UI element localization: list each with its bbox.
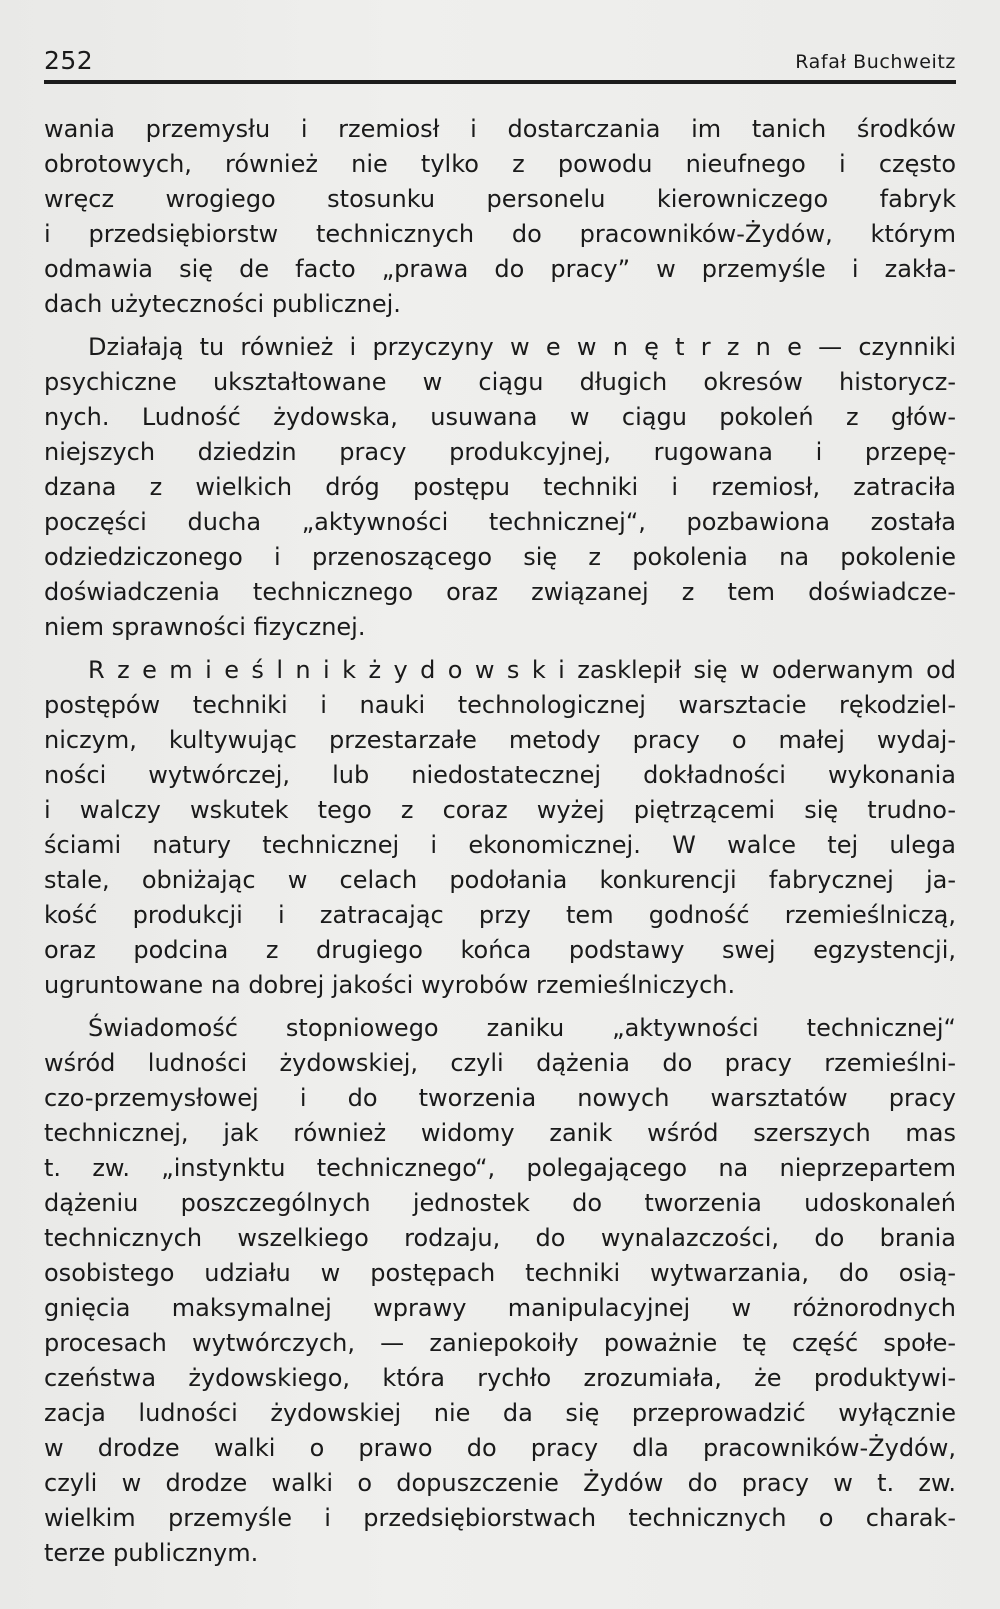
text-line: dzana z wielkich dróg postępu techniki i rzemiosł, zatraciła [44, 473, 956, 501]
text-line: wśród ludności żydowskiej, czyli dążenia do pracy rzemieślni- [44, 1049, 956, 1077]
page-header [44, 46, 956, 80]
text-line: odziedziczonego i przenoszącego się z pokolenia na pokolenie [44, 543, 956, 571]
paragraph [44, 330, 956, 645]
text-line: R z e m i e ś l n i k ż y d o w s k i zasklepił się w oderwanym od [88, 656, 956, 684]
header-rule [44, 80, 956, 84]
text-line: wręcz wrogiego stosunku personelu kierowniczego fabryk [44, 185, 956, 213]
text-line: osobistego udziału w postępach techniki wytwarzania, do osią- [44, 1259, 956, 1287]
text-line: kość produkcji i zatracając przy tem godność rzemieślniczą, [44, 901, 956, 929]
text-line: w drodze walki o prawo do pracy dla pracowników-Żydów, [44, 1434, 956, 1462]
running-head-author: Rafał Buchweitz [795, 51, 956, 73]
paragraph [44, 1011, 956, 1571]
text-line: stale, obniżając w celach podołania konkurencji fabrycznej ja- [44, 866, 956, 894]
text-line: procesach wytwórczych, — zaniepokoiły poważnie tę część społe- [44, 1329, 956, 1357]
text-line: czo-przemysłowej i do tworzenia nowych warsztatów pracy [44, 1084, 956, 1112]
text-line: Świadomość stopniowego zaniku „aktywności technicznej“ [88, 1014, 956, 1042]
text-line: oraz podcina z drugiego końca podstawy swej egzystencji, [44, 936, 956, 964]
text-line: i przedsiębiorstw technicznych do pracowników-Żydów, którym [44, 220, 956, 248]
text-line: psychiczne ukształtowane w ciągu długich okresów historycz- [44, 368, 956, 396]
text-line: niem sprawności fizycznej. [44, 613, 366, 641]
paragraph [44, 653, 956, 1003]
text-line: ściami natury technicznej i ekonomicznej. W walce tej ulega [44, 831, 956, 859]
text-line: czeństwa żydowskiego, która rychło zrozumiała, że produktywi- [44, 1364, 956, 1392]
text-line: ugruntowane na dobrej jakości wyrobów rzemieślniczych. [44, 971, 736, 999]
text-line: niejszych dziedzin pracy produkcyjnej, rugowana i przepę- [44, 438, 956, 466]
text-line: i walczy wskutek tego z coraz wyżej piętrzącemi się trudno- [44, 796, 956, 824]
text-line: Działają tu również i przyczyny w e w n ę t r z n e — czynniki [88, 333, 956, 361]
text-line: dach użyteczności publicznej. [44, 290, 401, 318]
text-line: technicznej, jak również widomy zanik wśród szerszych mas [44, 1119, 956, 1147]
text-line: niczym, kultywując przestarzałe metody pracy o małej wydaj- [44, 726, 956, 754]
text-line: czyli w drodze walki o dopuszczenie Żydów do pracy w t. zw. [44, 1469, 956, 1497]
text-line: obrotowych, również nie tylko z powodu nieufnego i często [44, 150, 956, 178]
text-line: zacja ludności żydowskiej nie da się przeprowadzić wyłącznie [44, 1399, 956, 1427]
text-line: postępów techniki i nauki technologicznej warsztacie rękodziel- [44, 691, 956, 719]
text-line: wania przemysłu i rzemiosł i dostarczania im tanich środków [44, 115, 956, 143]
text-line: ności wytwórczej, lub niedostatecznej dokładności wykonania [44, 761, 956, 789]
text-line: dążeniu poszczególnych jednostek do tworzenia udoskonaleń [44, 1189, 956, 1217]
text-line: wielkim przemyśle i przedsiębiorstwach technicznych o charak- [44, 1504, 956, 1532]
text-line: doświadczenia technicznego oraz związanej z tem doświadcze- [44, 578, 956, 606]
body-text [44, 112, 956, 1571]
text-line: poczęści ducha „aktywności technicznej“, pozbawiona została [44, 508, 956, 536]
text-line: technicznych wszelkiego rodzaju, do wynalazczości, do brania [44, 1224, 956, 1252]
text-line: nych. Ludność żydowska, usuwana w ciągu pokoleń z głów- [44, 403, 956, 431]
paragraph [44, 112, 956, 322]
text-line: odmawia się de facto „prawa do pracy” w przemyśle i zakła- [44, 255, 956, 283]
text-line: terze publicznym. [44, 1539, 259, 1567]
page-number: 252 [44, 46, 94, 75]
text-line: t. zw. „instynktu technicznego“, polegającego na nieprzepartem [44, 1154, 956, 1182]
text-line: gnięcia maksymalnej wprawy manipulacyjnej w różnorodnych [44, 1294, 956, 1322]
